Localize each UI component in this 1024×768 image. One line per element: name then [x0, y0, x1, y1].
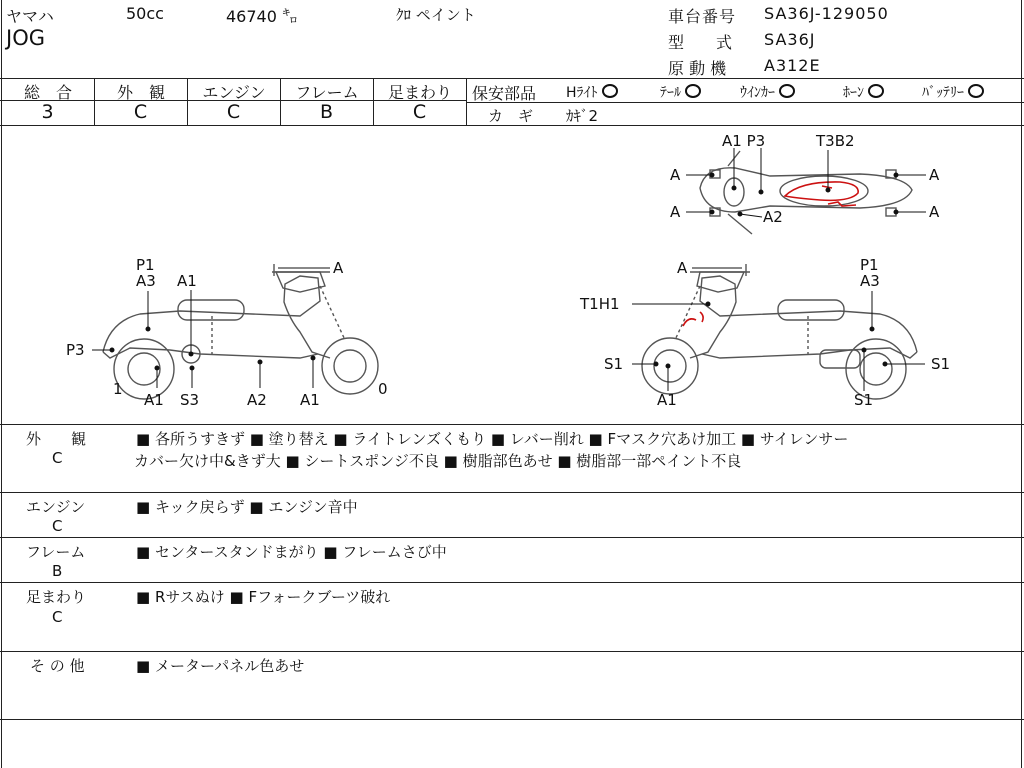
section-title-engine: エンジン	[26, 498, 86, 516]
type-value: SA36J	[764, 30, 816, 49]
displacement: 50cc	[126, 4, 164, 23]
label-a1p3-top: A1 P3	[722, 132, 766, 150]
safety-item-horn: ﾎｰﾝ	[843, 82, 884, 102]
divider	[466, 78, 467, 125]
color: ｸﾛ ペイント	[396, 6, 476, 24]
label-a1-left-top: A1	[177, 272, 197, 290]
section-title-frame: フレーム	[26, 543, 86, 561]
label-t3b2-top: T3B2	[816, 132, 855, 150]
section-grade-frame: B	[52, 562, 63, 580]
score-label-suspension: 足まわり	[387, 83, 452, 102]
frame-no: SA36J-129050	[764, 4, 889, 23]
engine-label: 原 動 機	[668, 59, 727, 78]
ok-mark-icon	[779, 84, 795, 98]
section-line-exterior-1: ■ 各所うすきず ■ 塗り替え ■ ライトレンズくもり ■ レバー削れ ■ Fマスク穴あけ加工 ■ サイレンサー	[136, 430, 849, 448]
label-t1h1-right: T1H1	[580, 295, 620, 313]
ok-mark-icon	[685, 84, 701, 98]
label-a-top-left: A	[670, 166, 681, 184]
damage-diagram	[0, 126, 1022, 423]
label-a2-left: A2	[247, 391, 267, 409]
label-a1-right: A1	[657, 391, 677, 409]
frame-no-label: 車台番号	[668, 7, 737, 26]
section-title-suspension: 足まわり	[26, 588, 87, 606]
label-p1-left: P1	[136, 256, 155, 274]
label-s1-right-rear: S1	[931, 355, 951, 373]
safety-item-winker: ｳｲﾝｶｰ	[740, 82, 795, 102]
divider	[0, 537, 1024, 538]
key-value: ｶｷﾞ2	[566, 107, 599, 125]
score-value-engine: C	[226, 101, 242, 123]
safety-item-battery: ﾊﾞｯﾃﾘｰ	[922, 82, 984, 102]
section-line-exterior-2: カバー欠け中&きず大 ■ シートスポンジ不良 ■ 樹脂部色あせ ■ 樹脂部一部ペイント不良	[134, 452, 742, 470]
section-grade-exterior: C	[52, 449, 63, 467]
label-a-bottom-right: A	[929, 203, 940, 221]
score-label-frame: フレーム	[295, 83, 359, 102]
section-grade-engine: C	[52, 517, 63, 535]
safety-item-tail: ﾃｰﾙ	[660, 82, 701, 102]
label-1: 1	[113, 380, 123, 398]
label-a2-top: A2	[763, 208, 783, 226]
section-line-frame-1: ■ センタースタンドまがり ■ フレームさび中	[136, 543, 447, 561]
engine-value: A312E	[764, 56, 821, 75]
score-value-total: 3	[41, 101, 55, 123]
label-p3-left: P3	[66, 341, 85, 359]
divider	[0, 492, 1024, 493]
label-a-top-right: A	[929, 166, 940, 184]
divider	[466, 102, 1024, 103]
section-line-engine-1: ■ キック戻らず ■ エンジン音中	[136, 498, 358, 516]
safety-item-headlight: Hﾗｲﾄ	[566, 82, 618, 102]
score-value-suspension: C	[412, 101, 428, 123]
section-title-exterior: 外 観	[26, 430, 87, 448]
key-label: カ ギ	[488, 107, 534, 125]
score-label-exterior: 外 観	[116, 83, 165, 102]
scooter-top-view-icon	[700, 151, 912, 234]
divider	[0, 78, 1024, 79]
section-line-suspension-1: ■ Rサスぬけ ■ Fフォークブーツ破れ	[136, 588, 391, 606]
label-a-left-bar: A	[333, 259, 344, 277]
label-s1-right-front: S1	[604, 355, 624, 373]
divider	[0, 651, 1024, 652]
section-title-other: そ の 他	[30, 657, 85, 675]
score-value-exterior: C	[133, 101, 149, 123]
section-line-other-1: ■ メーターパネル色あせ	[136, 657, 305, 675]
label-a1-left-rear: A1	[300, 391, 320, 409]
safety-label: 保安部品	[472, 84, 537, 103]
label-a1-left-bottom: A1	[144, 391, 164, 409]
model-name: JOG	[6, 26, 45, 50]
label-a-right-bar: A	[677, 259, 688, 277]
ok-mark-icon	[868, 84, 884, 98]
score-label-total: 総 合	[23, 83, 72, 102]
divider	[0, 424, 1024, 425]
score-value-frame: B	[319, 101, 335, 123]
label-a-bottom-left: A	[670, 203, 681, 221]
score-label-engine: エンジン	[202, 83, 266, 102]
label-0: 0	[378, 380, 388, 398]
label-s3-left: S3	[180, 391, 200, 409]
divider	[0, 719, 1024, 720]
section-grade-suspension: C	[52, 608, 63, 626]
type-label: 型 式	[668, 33, 733, 52]
label-a3-left: A3	[136, 272, 156, 290]
divider	[0, 582, 1024, 583]
label-p1-right: P1	[860, 256, 879, 274]
label-s1-right-stand: S1	[854, 391, 874, 409]
mileage: 46740 ㌔	[226, 7, 298, 26]
label-a3-right: A3	[860, 272, 880, 290]
ok-mark-icon	[602, 84, 618, 98]
maker: ヤマハ	[6, 7, 54, 26]
ok-mark-icon	[968, 84, 984, 98]
